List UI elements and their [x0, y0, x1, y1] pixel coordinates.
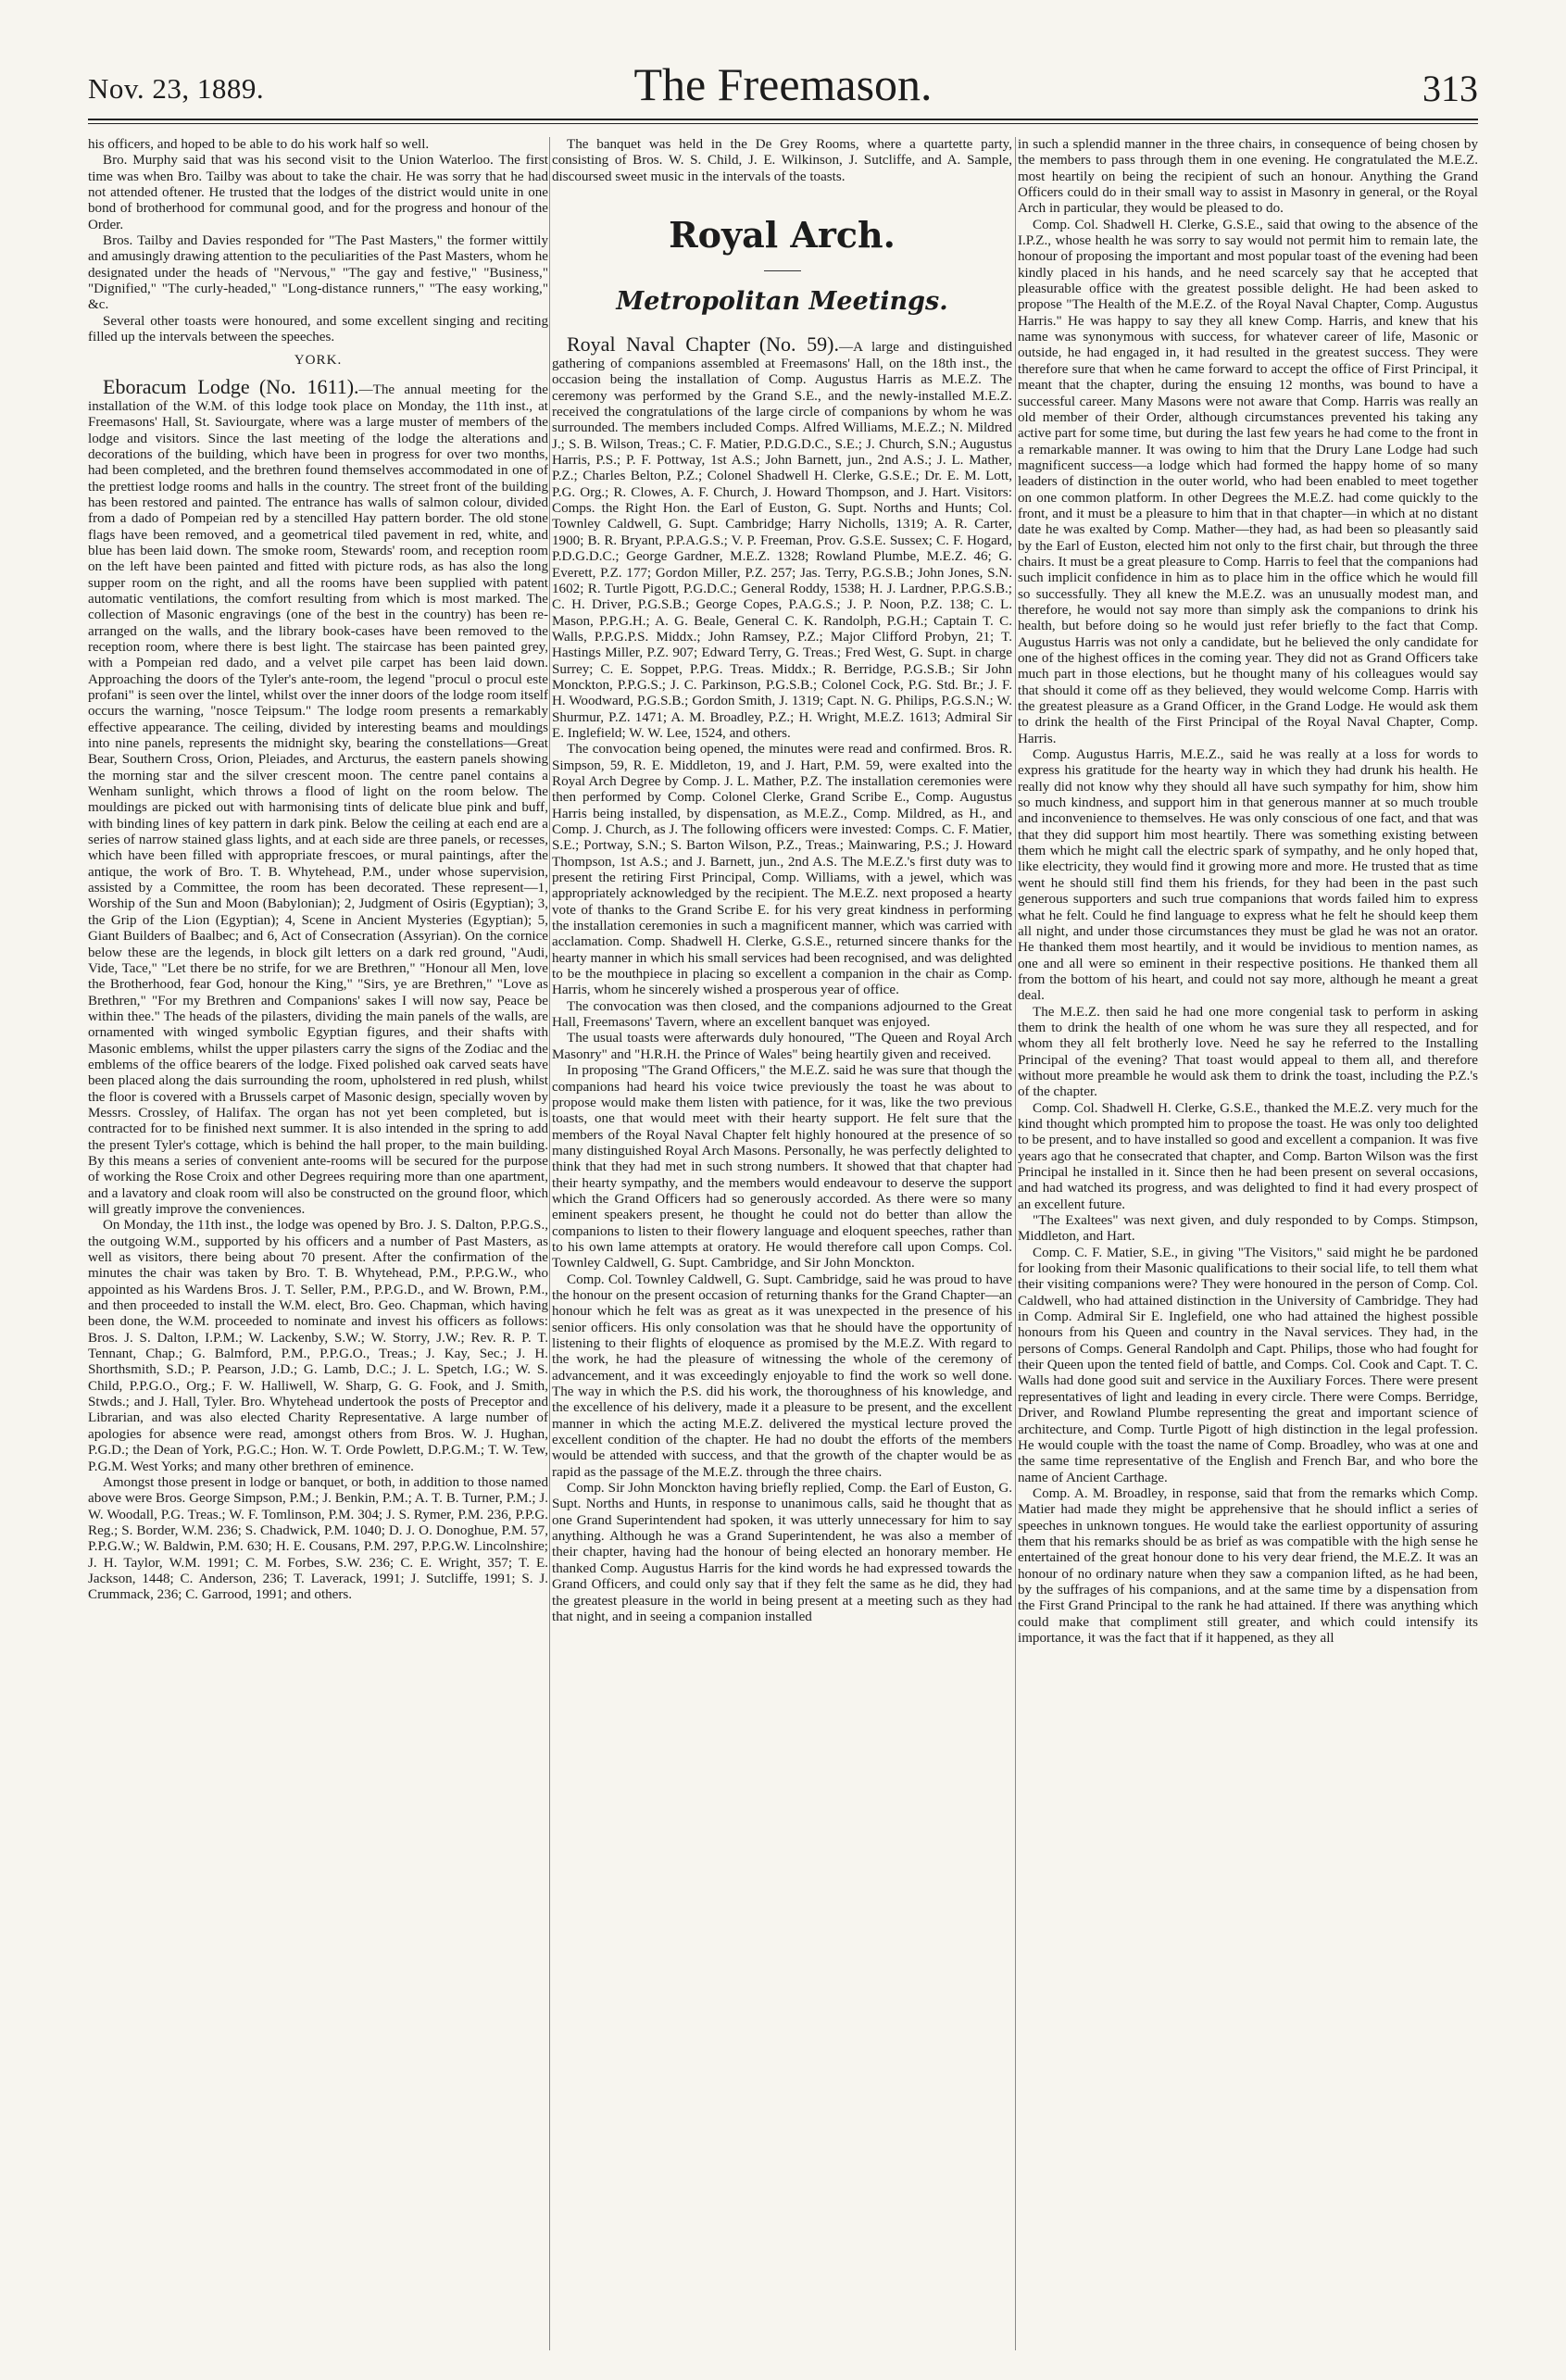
column-3	[1018, 137, 1478, 2355]
masthead-rule-thin	[88, 123, 1478, 124]
lodge-number: (No. 1611).	[258, 374, 359, 398]
paragraph: The convocation was then closed, and the companions adjourned to the Great Hall, Freemasons' Tavern, where an excellent banquet was enjoyed.	[552, 998, 1012, 1031]
chapter-number: (No. 59).	[758, 332, 839, 357]
paragraph: Bros. Tailby and Davies responded for "The Past Masters," the former wittily and amusingly drawing attention to the peculiarities of the Past Masters, whom he designated under the heads of "Nervous," "The gay and festive," "Business," "Dignified," "The curly-headed," "Long-distance runners," "The easy working," &c.	[88, 233, 548, 313]
paragraph: Several other toasts were honoured, and some excellent singing and reciting filled up the intervals between the speeches.	[88, 313, 548, 345]
lodge-heading: Eboracum Lodge	[103, 374, 250, 398]
paragraph: Comp. A. M. Broadley, in response, said that from the remarks which Comp. Matier had made they might be apprehensive that he should inflict a series of speeches in unknown tongues. He would take the earliest opportunity of assuring them that his remarks should be as brief as was compatible with the high sense he entertained of the great honour done to his very dear friend, the M.E.Z. It was an honour of no ordinary nature when they saw a companion lifted, as he had been, by the suffrages of his companions, and at the same time by a dispensation from the First Grand Principal to the rank he had attained. If there was anything which could make that compliment still greater, and which could intensify its importance, it was the fact that if it happened, as they all	[1018, 1485, 1478, 1646]
masthead-rule	[88, 119, 1478, 120]
newspaper-title: The Freemason.	[633, 58, 933, 110]
paragraph: Comp. Augustus Harris, M.E.Z., said he was really at a loss for words to express his gratitude for the hearty way in which they had drunk his health. He really did not know why they should all have such sympathy for him, show him so much kindness, and support him in that generous manner at so much trouble and inconvenience to themselves. He was only conscious of one fact, and that was that they did support him most heartily. There was something existing between them which he might call the electric spark of sympathy, and he only hoped that, like electricity, they would find it growing more and more. He trusted that as time went he should still find them his friends, for they had been in the past such generous supporters and such true companions that words failed him to express what he felt. Could he find language to express what he felt he should keep them all night, and under those circumstances they must be glad he was not an orator. He thanked them most heartily, and it would be invidious to mention names, as one and all were so eminent in their respective positions. He thanked them all from the bottom of his heart, and could not say more, although he meant a great deal.	[1018, 747, 1478, 1004]
paragraph: —A large and distinguished gathering of companions assembled at Freemasons' Hall, on the 18th inst., the occasion being the installation of Comp. Augustus Harris as M.E.Z. The ceremony was performed by the Grand S.E., and the newly-installed M.E.Z. received the congratulations of the large circle of companions by whom he was surrounded. The members included Comps. Alfred Williams, M.E.Z.; N. Mildred J.; S. B. Wilson, Treas.; C. F. Matier, P.D.G.D.C., S.E.; J. Church, S.N.; Augustus Harris, P.S.; P. F. Pottway, 1st A.S.; John Barnett, jun., 2nd A.S.; J. L. Mather, P.Z.; Charles Belton, P.Z.; Colonel Shadwell H. Clerke, G.S.E.; Dr. E. M. Lott, P.G. Org.; R. Clowes, A. F. Church, J. Howard Thompson, and J. Hart. Visitors: Comps. the Right Hon. the Earl of Euston, G. Supt. Norths and Hunts; Col. Townley Caldwell, G. Supt. Cambridge; Harry Nicholls, 1319; A. R. Carter, 1900; B. R. Bryant, P.P.A.G.S.; V. P. Freeman, Prov. G.S.E. Sussex; C. F. Hogard, P.D.G.D.C.; George Gardner, M.E.Z. 1328; Rowland Plumbe, M.E.Z. 46; G. Everett, P.Z. 177; Gordon Miller, P.Z. 257; Jas. Terry, P.G.S.B.; John Jones, S.N. 1602; R. Turtle Pigott, P.G.D.C.; General Roddy, 1538; H. J. Lardner, P.P.G.S.B.; C. H. Driver, P.G.S.B.; George Copes, P.A.G.S.; J. P. Noon, P.Z. 138; C. L. Mason, P.P.G.H.; A. G. Beale, General C. K. Randolph, P.G.H.; Captain T. C. Walls, P.P.G.P.S. Middx.; John Ramsey, P.Z.; Major Clifford Probyn, 21; T. Hastings Miller, P.Z. 907; Edward Terry, G. Treas.; Fred West, G. Supt. in charge Surrey; C. E. Soppet, P.P.G. Treas. Middx.; R. Berridge, P.G.S.B.; Sir John Monckton, P.P.G.S.; J. C. Parkinson, P.G.S.B.; Colonel Cock, P.G. Std. Br.; J. F. H. Woodward, P.G.S.B.; Gordon Smith, J. 1319; Capt. N. G. Philips, P.G.S.N.; W. Shurmur, P.Z. 1471; A. M. Broadley, P.Z.; H. Wright, M.E.Z. 1613; Admiral Sir E. Inglefield; W. W. Lee, 1524, and others.	[552, 340, 1012, 741]
paragraph: "The Exaltees" was next given, and duly responded to by Comps. Stimpson, Middleton, and Hart.	[1018, 1213, 1478, 1245]
paragraph: Comp. Col. Shadwell H. Clerke, G.S.E., said that owing to the absence of the I.P.Z., whose health he was sorry to say would not permit him to remain late, the honour of proposing the important and most popular toast of the evening had been kindly placed in his hands, and he need scarcely say that he accepted that pleasurable office with the greatest possible delight. He had been asked to propose "The Health of the M.E.Z. of the Royal Naval Chapter, Comp. Augustus Harris." He was happy to say they all knew Comp. Harris, and knew that his name was synonymous with success, for whatever career of life, Masonic or outside, he had engaged in, it had resulted in the greatest success. They were therefore sure that when he came forward to accept the office of First Principal, it meant that the chapter, during the ensuing 12 months, was bound to have a successful career. Many Masons were not aware that Comp. Harris was really an old member of their Order, although circumstances prevented his taking any active part for some time, but during the last few years he had come to the front in a remarkable manner. It was owing to him that the Drury Lane Lodge had such magnificent success—a lodge which had formed the happy home of so many leaders of distinction in the outer world, who had been enabled to meet together on one common platform. In other Degrees the M.E.Z. had come quickly to the front, and it must be a pleasure to him that in that chapter—in which at no distant date he was exalted by Comp. Mather—they had, as had been so pleasantly said by the Earl of Euston, elected him not only to the first chair, but through the three chairs. It must be a great pleasure to Comp. Harris to feel that the companions had such implicit confidence in him as to place him in the office which he would fill so successfully. They all knew the M.E.Z. was an unusually modest man, and therefore, he would not say more than simply ask the companions to drink his health, but before doing so he would just refer briefly to the fact that Comp. Augustus Harris was not only a candidate, but he believed the only candidate for one of the highest offices in the coming year. They did not as Grand Officers take much part in those elections, but he thought many of his colleagues would say that should it come off as they believed, they would welcome Comp. Harris with the greatest pleasure as a Grand Officer, in the Grand Lodge. He would ask them to drink the health of the First Principal of the Royal Naval Chapter, Comp. Harris.	[1018, 217, 1478, 746]
paragraph: Comp. Col. Townley Caldwell, G. Supt. Cambridge, said he was proud to have the honour on the present occasion of returning thanks for the Grand Chapter—an honour which he felt was as great as it was unexpected in the presence of his senior officers. His only consolation was that he should have the opportunity of listening to their flights of eloquence as promised by the M.E.Z. With regard to the work, he had the pleasure of witnessing the whole of the ceremony of advancement, and it was exceedingly enjoyable to find the work so well done. The way in which the P.S. did his work, the thoroughness of his knowledge, and the excellence of his delivery, made it a pleasure to be present, and the excellent manner in which the acting M.E.Z. delivered the mystical lecture proved the excellent condition of the chapter. He had no doubt the efforts of the members would be attended with success, and that the growth of the chapter would be as rapid as the passage of the M.E.Z. through the three chairs.	[552, 1271, 1012, 1480]
issue-date: Nov. 23, 1889.	[88, 72, 265, 105]
paragraph: —The annual meeting for the installation of the W.M. of this lodge took place on Monday, the 11th inst., at Freemasons' Hall, St. Saviourgate, where was a large muster of members of the lodge and visitors. Since the last meeting of the lodge the alterations and decorations of the building, which have been in progress for over two months, had been completed, and the brethren found themselves accommodated in one of the prettiest lodge rooms and halls in the country. The street front of the building has been restored and painted. The entrance has walls of salmon colour, divided from a dado of Pompeian red by a stencilled Hay pattern border. The old stone flags have been removed, and a geometrical tiled pavement in red, white, and blue has been laid down. The smoke room, Stewards' room, and reception room on the left have been painted and fitted with picture rods, as has also the long supper room on the right, and all the rooms have been supplied with patent automatic ventilations, the comfort resulting from which is most marked. The collection of Masonic engravings (one of the best in the country) has been re-arranged on the walls, and the library book-cases have been removed to the reception room, where there is best light. The staircase has been painted grey, with a Pompeian red dado, and a velvet pile carpet has been laid down. Approaching the doors of the Tyler's ante-room, the legend "procul o procul este profani" is seen over the lintel, whilst over the inner doors of the lodge room itself occurs the warning, "nosce Teipsum." The lodge room presents a remarkably effective appearance. The ceiling, divided by interesting beams and mouldings into nine panels, represents the midnight sky, bearing the constellations—Great Bear, Southern Cross, Orion, Pleiades, and Arcturus, the eastern panels showing the morning star and the silver crescent moon. The centre panel contains a Wenham sunlight, which throws a flood of light on the room below. The mouldings are picked out with harmonising tints of delicate blue pink and buff, with binding lines of key pattern in dark pink. Below the ceiling at each end are a series of narrow stained glass lights, and at each side are three panels, or recesses, which have been filled with appropriate frescoes, or mural paintings, after the antique, the work of Bro. T. B. Whytehead, P.M., under whose supervision, assisted by a Committee, the room has been decorated. These represent—1, Worship of the Sun and Moon (Babylonian); 2, Judgment of Osiris (Egyptian); 3, the Grip of the Lion (Egyptian); 4, Scene in Ancient Mysteries (Egyptian); 5, Giant Builders of Baalbec; and 6, Act of Consecration (Assyrian). On the cornice below these are the legends, in block gilt letters on a dark red ground, "Audi, Vide, Tace," "Let there be no strife, for we are Brethren," "Honour all Men, love the Brotherhood, fear God, honour the King," "Sirs, ye are Brethren," "Love as Brethren," "For my Brethren and Companions' sakes I will now say, Peace be within thee." The heads of the pilasters, dividing the main panels of the walls, are ornamented with winged symbolic Egyptian figures, and their shafts with Masonic emblems, whilst the upper pilasters carry the signs of the Zodiac and the emblems of the office bearers of the lodge. Fixed polished oak carved seats have been placed along the dais surrounding the room, upholstered in red plush, whilst the floor is covered with a Brussels carpet of Masonic design, specially woven by Messrs. Crossley, of Halifax. The organ has not yet been completed, but is contracted for to be finished next summer. It is also intended in the spring to add the present Tyler's cottage, which is behind the hall proper, to the main building. By this means a series of convenient ante-rooms will be secured for the purpose of working the Rose Croix and other Degrees requiring more than one apartment, and a lavatory and cloak room will also be constructed on the ground floor, which will greatly improve the conveniences.	[88, 382, 548, 1217]
column-divider	[549, 137, 550, 2350]
chapter-report-royal-naval	[552, 332, 1012, 742]
paragraph: On Monday, the 11th inst., the lodge was opened by Bro. J. S. Dalton, P.P.G.S., the outgoing W.M., supported by his officers and a number of Past Masters, as well as visitors, there being about 70 present. After the confirmation of the minutes the chair was taken by Bro. T. B. Whytehead, P.M., P.P.G.W., who appointed as his Wardens Bros. J. T. Seller, P.M., P.P.G.D., and W. Brown, P.M., and then proceeded to install the W.M. elect, Bro. Geo. Chapman, which having been done, the W.M. proceeded to nominate and invest his officers as follows: Bros. J. S. Dalton, I.P.M.; W. Lackenby, S.W.; W. Storry, J.W.; Rev. R. P. T. Tennant, Chap.; G. Balmford, P.M., P.P.G.O., Treas.; J. Kay, Sec.; J. H. Shorthsmith, S.D.; P. Pearson, J.D.; G. Lamb, D.C.; J. L. Spetch, I.G.; W. S. Child, P.P.G.O., Org.; F. W. Halliwell, W. Sharp, G. G. Fook, and J. Smith, Stwds.; and J. Hall, Tyler. Bro. Whytehead undertook the posts of Preceptor and Librarian, and was also elected Charity Representative. A large number of apologies for absence were read, amongst others from Bros. W. J. Hughan, P.G.D.; the Dean of York, P.G.C.; Hon. W. T. Orde Powlett, D.P.G.M.; T. W. Tew, P.G.M. West Yorks; and many other brethren of eminence.	[88, 1218, 548, 1474]
column-divider	[1015, 137, 1016, 2350]
paragraph: Bro. Murphy said that was his second visit to the Union Waterloo. The first time was when Bro. Tailby was about to take the chair. He was sorry that he had not attended oftener. He trusted that the lodges of the district would unite in one bond of brotherhood for communal good, and for the progress and honour of the Order.	[88, 153, 548, 232]
paragraph: The banquet was held in the De Grey Rooms, where a quartette party, consisting of Bros. W. S. Child, J. E. Wilkinson, J. Sutcliffe, and A. Sample, discoursed sweet music in the intervals of the toasts.	[552, 137, 1012, 184]
section-heading-royal-arch: Royal Arch.	[669, 214, 896, 257]
paragraph: In proposing "The Grand Officers," the M.E.Z. said he was sure that though the companions had heard his voice twice previously the toast he was about to propose would make them listen with patience, for it was, like the two previous toasts, one that would meet with their hearty support. He felt sure that the members of the Royal Naval Chapter felt highly honoured at the presence of so many distinguished Royal Arch Masons. Personally, he was perfectly delighted to think that they had met in such strong numbers. It showed that that chapter had their hearty sympathy, and the members would endeavour to deserve the support which the Grand Officers had so generously accorded. As there were so many eminent speakers present, he thought he could not do better than allow the companions to listen to their flowery language and eloquent speeches, rather than to his own lame attempts at oratory. He would therefore call upon Comps. Col. Townley Caldwell, G. Supt. Cambridge, and Sir John Monckton.	[552, 1063, 1012, 1271]
paragraph: The convocation being opened, the minutes were read and confirmed. Bros. R. Simpson, 59, R. E. Middleton, 19, and J. Hart, P.M. 59, were exalted into the Royal Arch Degree by Comp. J. L. Mather, P.Z. The installation ceremonies were then performed by Comp. Colonel Clerke, Grand Scribe E., Comp. Augustus Harris being installed, by dispensation, as M.E.Z., Comp. Mildred, as H., and Comp. J. Church, as J. The following officers were invested: Comps. C. F. Matier, S.E.; Portway, S.N.; S. Barton Wilson, P.Z., Treas.; Mainwaring, P.S.; J. Howard Thompson, 1st A.S.; and J. Barnett, jun., 2nd A.S. The M.E.Z.'s first duty was to present the retiring First Principal, Comp. Williams, with a jewel, which was appropriately acknowledged by the recipient. The M.E.Z. next proposed a hearty vote of thanks to the Grand Scribe E. for his very great kindness in performing the installation ceremonies in such a magnificent manner, which was carried with acclamation. Comp. Shadwell H. Clerke, G.S.E., returned sincere thanks for the hearty manner in which his small services had been recognised, and was delighted to be the mouthpiece in placing so excellent a companion in the chair as Comp. Harris, whom he sincerely wished a prosperous year of office.	[552, 742, 1012, 998]
paragraph: The M.E.Z. then said he had one more congenial task to perform in asking them to drink the health of one whom he was sure they all respected, and for whom they all felt brotherly love. Need he say he referred to the Installing Principal of the evening? That toast would appeal to them all, and therefore without more preamble he would ask them to drink the toast, including the P.Z.'s of the chapter.	[1018, 1004, 1478, 1100]
masthead	[88, 54, 1478, 119]
chapter-heading: Royal Naval Chapter	[567, 332, 750, 357]
paragraph: Comp. Col. Shadwell H. Clerke, G.S.E., thanked the M.E.Z. very much for the kind thought which prompted him to propose the toast. He was only too delighted to be present, and to have installed so good and excellent a companion. It was five years ago that he consecrated that chapter, and Comp. Barton Wilson was the first Principal he installed in it. Since then he had been present on several occasions, and had watched its progress, and was delighted to find it had every prospect of an excellent future.	[1018, 1100, 1478, 1212]
paragraph: The usual toasts were afterwards duly honoured, "The Queen and Royal Arch Masonry" and "H.R.H. the Prince of Wales" being heartily given and received.	[552, 1031, 1012, 1062]
section-heading-metropolitan: Metropolitan Meetings.	[616, 287, 948, 317]
paragraph: in such a splendid manner in the three chairs, in consequence of being chosen by the members to pass through them in one evening. He congratulated the M.E.Z. most heartily on being the recipient of such an honour. Anything the Grand Officers could do in their small way to assist in Masonry in general, or the Royal Arch in particular, they would be pleased to do.	[1018, 137, 1478, 217]
paragraph: Amongst those present in lodge or banquet, or both, in addition to those named above were Bros. George Simpson, P.M.; J. Benkin, P.M.; A. T. B. Turner, P.M.; J. W. Woodall, P.G. Treas.; W. F. Tomlinson, P.M. 304; J. S. Rymer, P.M. 236, P.P.G. Reg.; S. Border, W.M. 236; S. Chadwick, P.M. 1040; D. J. O. Donoghue, P.M. 57, P.P.G.W.; W. Baldwin, P.M. 630; H. E. Cousans, P.M. 297, P.P.G.W. Lincolnshire; J. H. Taylor, W.M. 1991; C. M. Forbes, S.W. 236; C. E. Wright, 357; T. E. Jackson, 1448; C. Anderson, 236; T. Laverack, 1991; J. Sutcliffe, 1991; S. J. Crummack, 236; C. Garrood, 1991; and others.	[88, 1474, 548, 1603]
separator-rule	[764, 270, 801, 271]
lodge-report-eboracum	[88, 375, 548, 1219]
paragraph: Comp. Sir John Monckton having briefly replied, Comp. the Earl of Euston, G. Supt. Norths and Hunts, in response to unanimous calls, said he thought that as one Grand Superintendent had spoken, it was utterly unnecessary for him to say anything. Although he was a Grand Superintendent, he was also a member of their chapter, having had the honour of being elected an honorary member. He thanked Comp. Augustus Harris for the kind words he had expressed towards the Grand Officers, and could only say that if they felt the same as he did, they had the greatest pleasure in the world in being present at a meeting such as they had that night, and in seeing a companion installed	[552, 1481, 1012, 1624]
section-heading-york: YORK.	[294, 353, 343, 369]
paragraph: Comp. C. F. Matier, S.E., in giving "The Visitors," said might he be pardoned for looking from their Masonic qualifications to their social life, to tell them what their visiting companions were? They were honoured in the person of Comp. Col. Caldwell, who had attained distinction in the University of Cambridge. They had in Comp. Admiral Sir E. Inglefield, one who had attained the highest possible honours from his Queen and country in the Naval services. They had, in the persons of Comps. General Randolph and Capt. Philips, those who had fought for their Queen upon the tented field of battle, and Comps. Col. Cook and Capt. T. C. Walls had done good suit and service in the Auxiliary Forces. There were present representatives of light and leading in every circle. There were Comps. Berridge, Driver, and Rowland Plumbe representing the great and important science of architecture, and Comp. Turtle Pigott of high distinction in the legal profession. He would couple with the toast the name of Comp. Broadley, who was at one and the same time representative of the English and French Bar, and who bore the name of Ancient Carthage.	[1018, 1245, 1478, 1485]
column-2	[552, 137, 1012, 2355]
page-number: 313	[1422, 68, 1478, 109]
column-1	[88, 137, 548, 2355]
paragraph: his officers, and hoped to be able to do his work half so well.	[88, 137, 430, 152]
